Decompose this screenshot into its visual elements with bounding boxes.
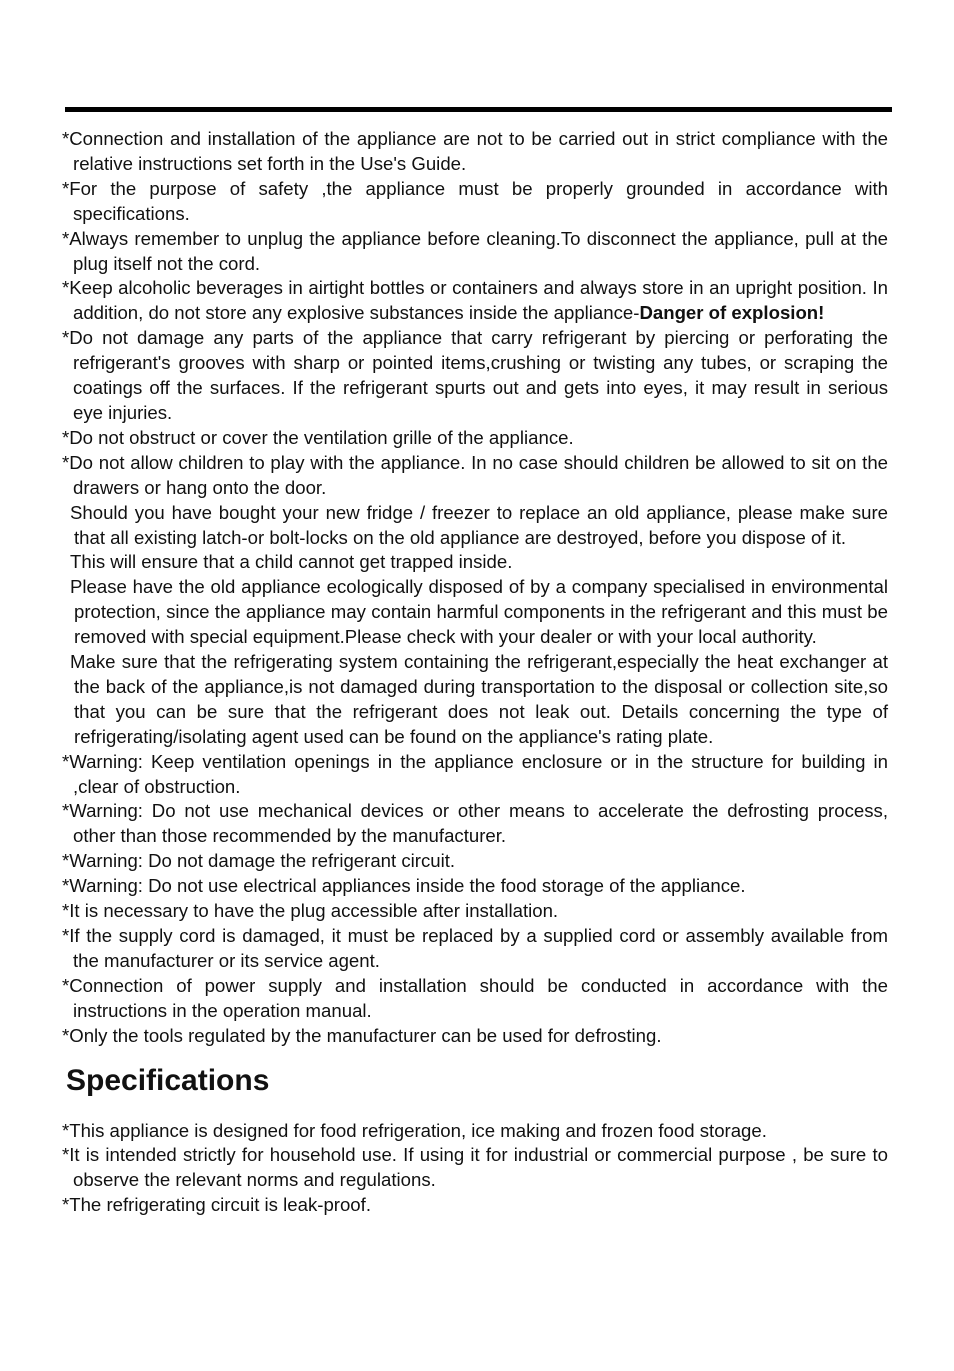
safety-item-plug-accessible: *It is necessary to have the plug accessible after installation. (62, 900, 559, 922)
safety-item-defrosting-tools: *Only the tools regulated by the manufacturer can be used for defrosting. (62, 1024, 662, 1046)
safety-item-children: *Do not allow children to play with the appliance. In no case should children be allowed to sit on the drawers or hang onto the door. (62, 451, 888, 498)
danger-warning: Danger of explosion! (639, 302, 825, 324)
spec-item-design: *This appliance is designed for food refrigeration, ice making and frozen food storage. (62, 1119, 767, 1141)
top-rule (65, 107, 892, 112)
safety-item-heat-exchanger: Make sure that the refrigerating system containing the refrigerant,especially the heat exchanger at the back of the appliance,is not damaged during transportation to the disposal or collection site,so that you can be sure that the refrigerant does not leak out. Details concerning the type of refrigerating/isolating agent used can be found on the appliance's rating plate. (70, 651, 888, 747)
safety-item-power-supply: *Connection of power supply and installation should be conducted in accordance with the instructions in the operation manual. (62, 974, 888, 1021)
specifications-section (62, 1119, 888, 1219)
safety-item-connection: *Connection and installation of the appliance are not to be carried out in strict compliance with the relative instructions set forth in the Use's Guide. (62, 128, 888, 174)
safety-item-electrical-appliances: *Warning: Do not use electrical appliances inside the food storage of the appliance. (62, 875, 746, 897)
safety-item-refrigerant-parts: *Do not damage any parts of the appliance that carry refrigerant by piercing or perforating the refrigerant's grooves with sharp or pointed items,crushing or twisting any tubes, or scraping the coatings off the surfaces. If the refrigerant spurts out and gets into eyes, it may result in serious eye injuries. (62, 327, 888, 423)
spec-item-leak-proof: *The refrigerating circuit is leak-proof. (62, 1194, 371, 1216)
safety-item-ventilation-openings: *Warning: Keep ventilation openings in the appliance enclosure or in the structure for building in ,clear of obstruction. (62, 750, 888, 797)
safety-item-unplug: *Always remember to unplug the appliance before cleaning.To disconnect the appliance, pull at the plug itself not the cord. (62, 227, 888, 274)
safety-item-grounding: *For the purpose of safety ,the appliance must be properly grounded in accordance with specifications. (62, 177, 888, 224)
safety-item-alcohol: *Keep alcoholic beverages in airtight bottles or containers and always store in an upright position. In addition, do not store any explosive substances inside the appliance-Danger of explosion! (62, 277, 888, 324)
safety-item-trapped: This will ensure that a child cannot get trapped inside. (70, 551, 513, 573)
safety-item-old-appliance: Should you have bought your new fridge / freezer to replace an old appliance, please make sure that all existing latch-or bolt-locks on the old appliance are destroyed, before you dispose of it. (70, 501, 888, 548)
safety-item-refrigerant-circuit: *Warning: Do not damage the refrigerant circuit. (62, 850, 456, 872)
safety-section (62, 127, 888, 1049)
safety-item-ventilation-grille: *Do not obstruct or cover the ventilation grille of the appliance. (62, 426, 574, 448)
safety-item-supply-cord: *If the supply cord is damaged, it must be replaced by a supplied cord or assembly available from the manufacturer or its service agent. (62, 925, 888, 971)
safety-item-defrosting-devices: *Warning: Do not use mechanical devices or other means to accelerate the defrosting process, other than those recommended by the manufacturer. (62, 800, 888, 847)
spec-item-household: *It is intended strictly for household use. If using it for industrial or commercial purpose , be sure to observe the relevant norms and regulations. (62, 1144, 888, 1191)
safety-item-disposal: Please have the old appliance ecologically disposed of by a company specialised in environmental protection, since the appliance may contain harmful components in the refrigerant and this must be removed with special equipment.Please check with your dealer or with your local authority. (70, 576, 888, 648)
specifications-heading: Specifications (66, 1063, 270, 1097)
page-content (62, 127, 888, 1218)
